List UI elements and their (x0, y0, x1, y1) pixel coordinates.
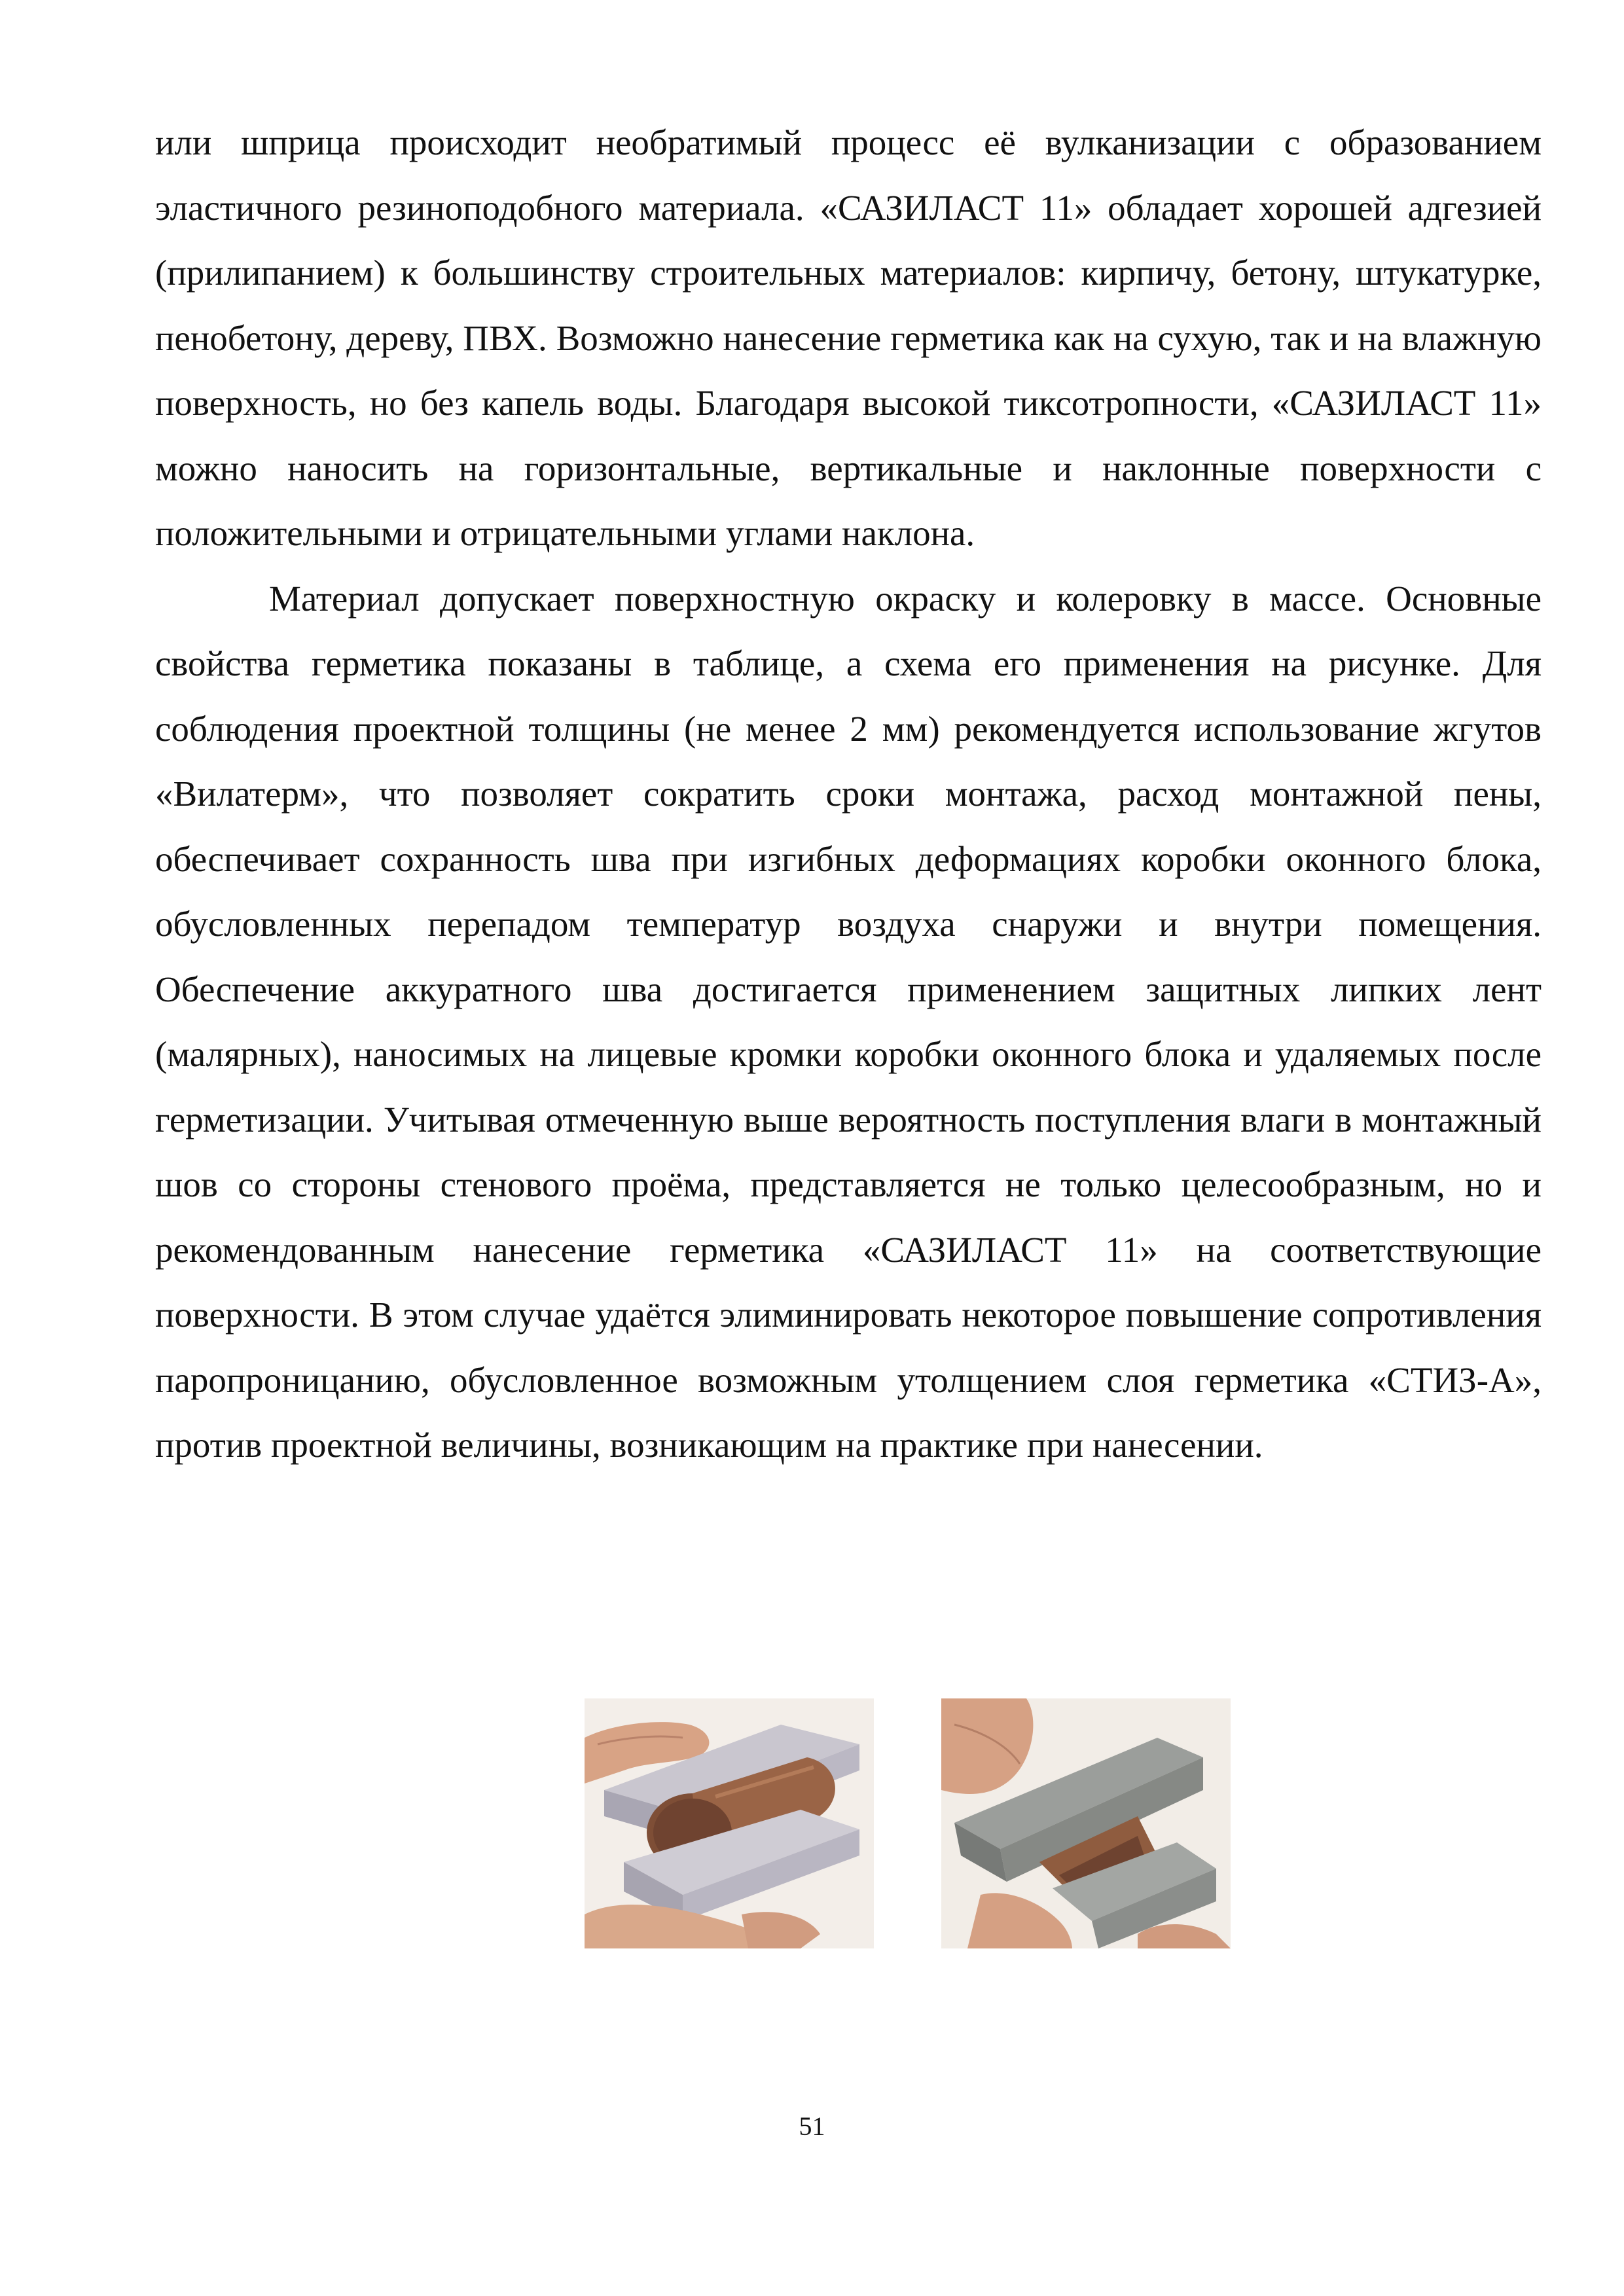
photo-gray-block-separation (941, 1698, 1231, 1948)
body-text (155, 110, 1542, 1478)
paragraph-main: Материал допускает поверхностную окраску и колеровку в массе. Основные свойства герметика показаны в таблице, а схема его применения на рисунке. Для соблюдения проектной толщины (не менее 2 мм) рекомендуется использование жгутов «Вилатерм», что позволяет сократить сроки монтажа, расход монтажной пены, обеспечивает сохранность шва при изгибных деформациях коробки оконного блока, обусловленных перепадом температур воздуха снаружи и внутри помещения. Обеспечение аккуратного шва достигается применением защитных липких лент (малярных), наносимых на лицевые кромки коробки оконного блока и удаляемых после герметизации. Учитывая отмеченную выше вероятность поступления влаги в монтажный шов со стороны стенового проёма, представляется не только целесообразным, но и рекомендованным нанесение герметика «САЗИЛАСТ 11» на соответствующие поверхности. В этом случае удаётся элиминировать некоторое повышение сопротивления паропроницанию, обусловленное возможным утолщением слоя герметика «СТИЗ-А», против проектной величины, возникающим на практике при нанесении. (155, 578, 1542, 1465)
paragraph-continuation: или шприца происходит необратимый процесс её вулканизации с образованием эластичного резиноподобного материала. «САЗИЛАСТ 11» обладает хорошей адгезией (прилипанием) к большинству строительных материалов: кирпичу, бетону, штукатурке, пенобетону, дереву, ПВХ. Возможно нанесение герметика как на сухую, так и на влажную поверхность, но без капель воды. Благодаря высокой тиксотропности, «САЗИЛАСТ 11» можно наносить на горизонтальные, вертикальные и наклонные поверхности с положительными и отрицательными углами наклона. (155, 122, 1542, 553)
photo-left-illustration (585, 1698, 874, 1948)
photo-right-illustration (941, 1698, 1231, 1948)
page-number: 51 (799, 2111, 825, 2141)
photo-sealant-roll-in-foam (585, 1698, 874, 1948)
